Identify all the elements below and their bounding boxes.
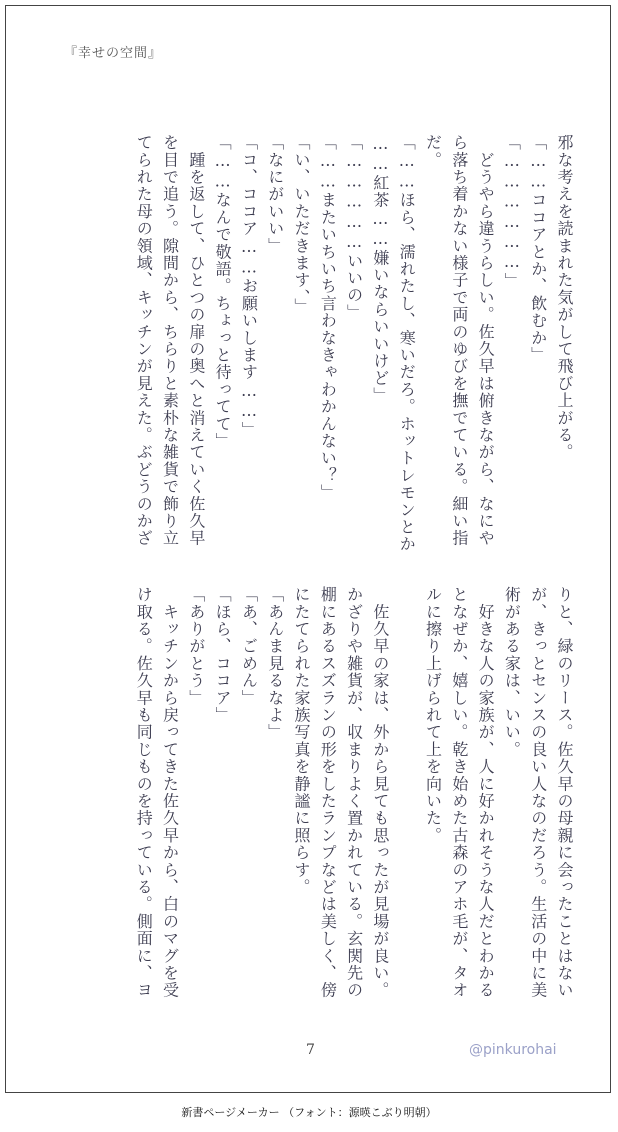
author-handle: @pinkurohai [469,1042,557,1058]
text-line: キッチンから戻ってきた佐久早から、白のマグを受 [160,586,180,999]
page-number: 7 [306,1042,315,1058]
text-line: 「……またいちいち言わなきゃわかんない？」 [318,134,338,502]
text-line: にたてられた家族写真を静謐に照らす。 [292,586,312,896]
text-line: 「ありがとう」 [186,586,206,707]
text-line: てられた母の領域、キッチンが見えた。ぶどうのかざ [134,134,154,547]
text-line: 「あ、ごめん」 [239,586,259,707]
text-line: 好きな人の家族が、人に好かれそうな人だとわかる [476,586,496,999]
text-line: ルに擦り上げられて上を向いた。 [423,586,443,844]
text-line: 佐久早の家は、外から見ても思ったが見場が良い。 [370,586,390,999]
text-line [388,586,414,1016]
text-line: 「………………」 [502,134,522,290]
text-line: 「……ココアとか、飲むか」 [528,134,548,364]
text-line: 「コ、ココア……お願いします……」 [239,134,259,439]
text-line: りと、緑のリース。佐久早の母親に会ったことはない [555,586,574,999]
text-block-lower [37,586,572,1016]
text-line: かざりや雑貨が、収まりよく置かれている。玄関先の [344,586,364,999]
text-line: ……紅茶……嫌いならいいけど」 [370,134,390,404]
text-line: け取る。佐久早も同じものを持っている。側面に、ヨ [134,586,154,999]
text-block-upper [37,134,572,554]
text-line: 「あんま見るなよ」 [265,586,285,741]
text-line: 邪な考えを読まれた気がして飛び上がる。 [555,134,574,461]
generator-caption: 新書ページメーカー （フォント：源暎こぶり明朝） [181,1106,437,1119]
text-line: だ。 [423,134,443,169]
running-head-title: 『幸せの空間』 [64,46,163,61]
text-line: 踵を返して、ひとつの扉の奥へと消えていく佐久早 [186,134,206,547]
text-line: が、きっとセンスの良い人なのだろう。生活の中に美 [528,586,548,999]
text-line: 「なにがいい」 [265,134,285,255]
text-line: 「……………いいの」 [344,134,364,321]
text-line: 「……ほら、濡れたし、寒いだろ。ホットレモンとか [397,134,417,553]
text-line: ら落ち着かない様子で両のゆびを撫でている。細い指 [449,134,469,547]
text-line: 棚にあるスズランの形をしたランプなどは美しく、傍 [318,586,338,999]
text-line: 「……なんで敬語。ちょっと待ってて」 [213,134,233,450]
text-line: となぜか、嬉しい。乾き始めた古森のアホ毛が、タオ [449,586,469,999]
text-line: どうやら違うらしい。佐久早は俯きながら、なにや [476,134,496,547]
text-line: 術がある家は、いい。 [502,586,522,758]
text-line: 「ほら、ココア」 [213,586,233,724]
book-page [5,5,611,1093]
text-line: 「い、いただきます、」 [292,134,312,316]
text-line: を目で追う。隙間から、ちらりと素朴な雑貨で飾り立 [160,134,180,547]
